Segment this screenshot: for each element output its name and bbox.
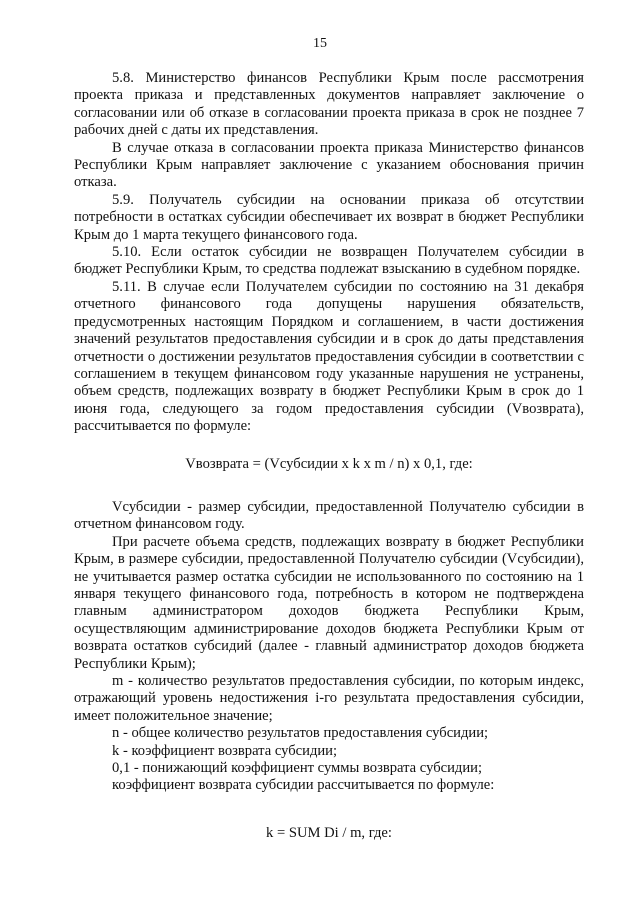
paragraph-v-subsidy: Vсубсидии - размер субсидии, предоставленной Получателю субсидии в отчетном финансовом году. (74, 498, 584, 533)
definition-k-formula-intro: коэффициент возврата субсидии рассчитывается по формуле: (112, 777, 495, 794)
paragraph-5-9: 5.9. Получатель субсидии на основании приказа об отсутствии потребности в остатках субсидии обеспечивает их возврат в бюджет Республики Крым до 1 марта текущего финансового года. (74, 191, 584, 243)
paragraph-5-8: 5.8. Министерство финансов Республики Крым после рассмотрения проекта приказа и представленных документов направляет заключение о согласовании или об отказе в согласовании проекта приказа в срок не позднее 7 рабочих дней с даты их представления. (74, 70, 584, 139)
paragraph-refusal: В случае отказа в согласовании проекта приказа Министерство финансов Республики Крым направляет заключение с указанием обоснования причин отказа. (74, 139, 584, 191)
definition-k: k - коэффициент возврата субсидии; (112, 742, 338, 759)
definition-coefficient: 0,1 - понижающий коэффициент суммы возврата субсидии; (112, 760, 483, 777)
page-number: 15 (313, 36, 327, 51)
definition-n: n - общее количество результатов предоставления субсидии; (112, 725, 489, 742)
paragraph-5-10: 5.10. Если остаток субсидии не возвращен Получателем субсидии в бюджет Республики Крым, то средства подлежат взысканию в судебном порядке. (74, 244, 584, 278)
formula-k: k = SUM Di / m, где: (266, 824, 392, 841)
paragraph-calculation: При расчете объема средств, подлежащих возврату в бюджет Республики Крым, в размере субсидии, предоставленной Получателю субсидии (Vсубсидии), не учитывается размер остатка субсидии не использованного по состоянию на 1 января текущего финансового года, потребность в котором не подтверждена главным администратором доходов бюджета Республики Крым, осуществляющим администрирование доходов бюджета Республики Крым от возврата остатков субсидий (далее - главный администратор доходов бюджета Республики Крым); (74, 533, 584, 672)
document-body (74, 70, 584, 842)
paragraph-m-definition: m - количество результатов предоставления субсидии, по которым индекс, отражающий уровень недостижения i-го результата предоставления субсидии, имеет положительное значение; (74, 673, 584, 724)
formula-v-return: Vвозврата = (Vсубсидии x k x m / n) x 0,1, где: (185, 455, 473, 472)
paragraph-5-11: 5.11. В случае если Получателем субсидии по состоянию на 31 декабря отчетного финансового года допущены нарушения обязательств, предусмотренных настоящим Порядком и соглашением, в части достижения значений результатов предоставления субсидии и в срок до даты представления отчетности о достижении результатов предоставления субсидии в соответствии с соглашением в текущем финансовом году указанные нарушения не устранены, объем средств, подлежащих возврату в бюджет Республики Крым в срок до 1 июня года, следующего за годом предоставления субсидии (Vвозврата), рассчитывается по формуле: (74, 278, 584, 435)
